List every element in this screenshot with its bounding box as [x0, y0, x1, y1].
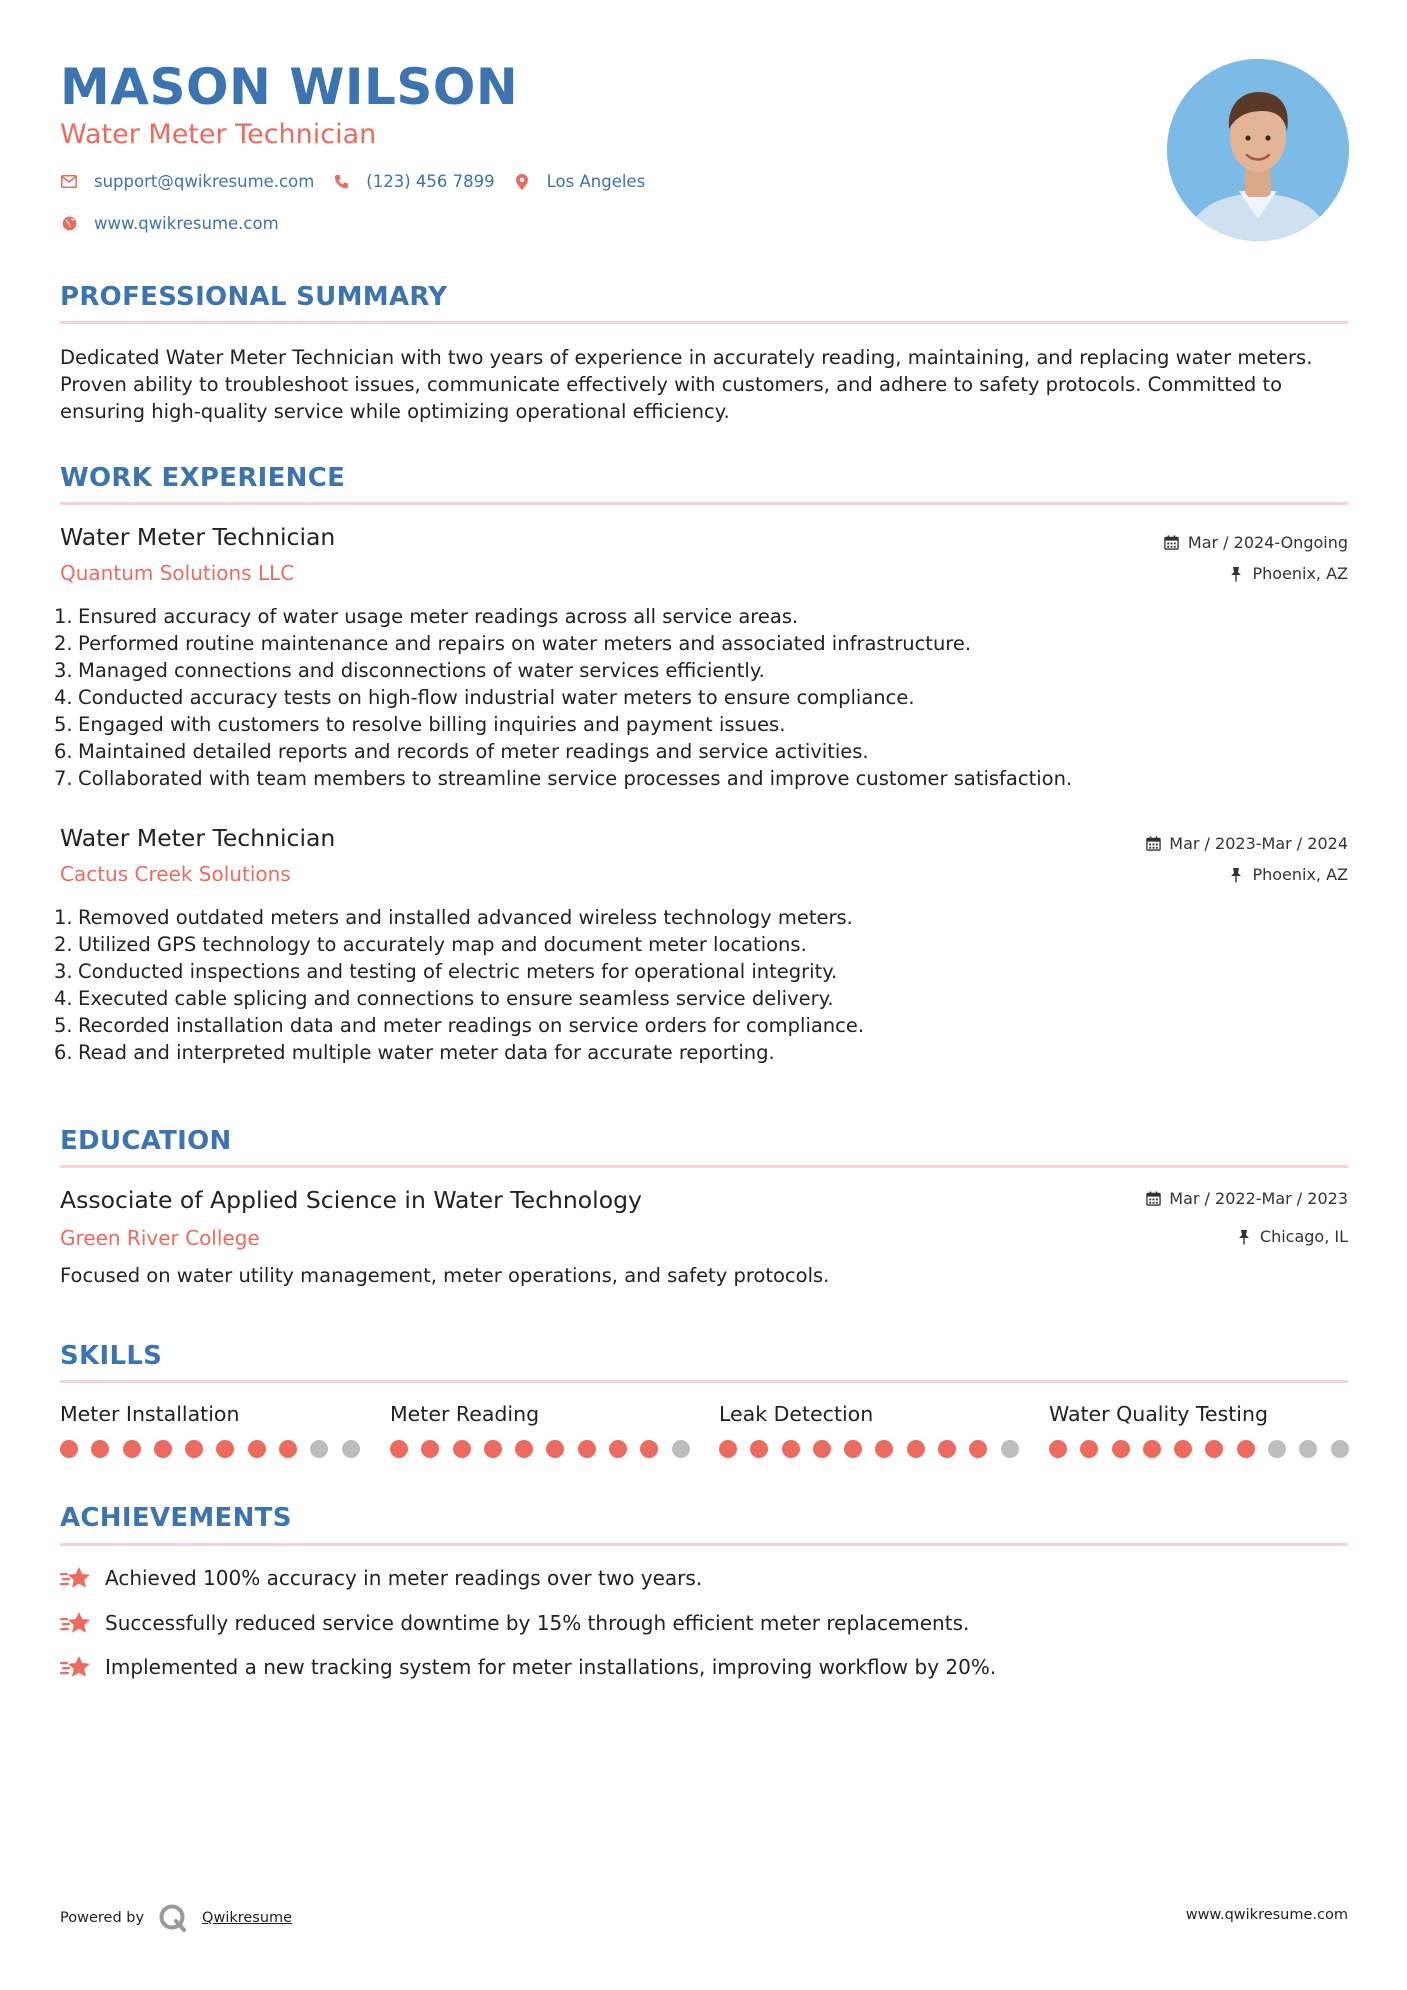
- contact-row-secondary: [60, 214, 297, 233]
- list-item: 4. Executed cable splicing and connections to ensure seamless service delivery.: [54, 987, 834, 1010]
- footer-powered-by: [60, 1903, 292, 1933]
- rating-dot-filled: [640, 1440, 658, 1458]
- rating-dot-filled: [938, 1440, 956, 1458]
- website-link[interactable]: www.qwikresume.com: [94, 214, 279, 233]
- map-pin-icon: [513, 173, 531, 191]
- rating-dot-empty: [1001, 1440, 1019, 1458]
- pushpin-icon: [1228, 867, 1244, 883]
- skill-rating: [1049, 1440, 1362, 1458]
- achievement-item: [60, 1610, 969, 1636]
- job-date-text: Mar / 2023-Mar / 2024: [1169, 834, 1348, 853]
- list-item: 1. Ensured accuracy of water usage meter readings across all service areas.: [54, 605, 799, 628]
- rating-dot-filled: [484, 1440, 502, 1458]
- list-item: 1. Removed outdated meters and installed advanced wireless technology meters.: [54, 906, 853, 929]
- rating-dot-filled: [813, 1440, 831, 1458]
- rating-dot-filled: [907, 1440, 925, 1458]
- profile-photo: [1167, 59, 1349, 241]
- skill-name: Meter Reading: [390, 1402, 540, 1426]
- rating-dot-filled: [279, 1440, 297, 1458]
- calendar-icon: [1145, 836, 1161, 852]
- job-date-text: Mar / 2024-Ongoing: [1187, 533, 1348, 552]
- job-location-text: Phoenix, AZ: [1252, 865, 1348, 884]
- rating-dot-filled: [609, 1440, 627, 1458]
- section-title-summary: PROFESSIONAL SUMMARY: [60, 282, 448, 312]
- star-achievement-icon: [60, 1565, 92, 1591]
- star-achievement-icon: [60, 1610, 92, 1636]
- section-divider: [60, 1380, 1348, 1383]
- skill-rating: [390, 1440, 703, 1458]
- job-location: [1228, 564, 1348, 583]
- summary-text: Dedicated Water Meter Technician with two years of experience in accurately reading, maintaining, and replacing water meters. Proven ability to troubleshoot issues, communicate effectively with customers, and adhere to safety protocols. Committed to ensuring high-quality service while optimizing operational efficiency.: [60, 346, 1313, 423]
- email-link[interactable]: support@qwikresume.com: [94, 172, 315, 191]
- rating-dot-filled: [782, 1440, 800, 1458]
- job-company: Quantum Solutions LLC: [60, 561, 295, 585]
- rating-dot-filled: [1080, 1440, 1098, 1458]
- calendar-icon: [1164, 535, 1180, 551]
- section-title-achievements: ACHIEVEMENTS: [60, 1503, 292, 1533]
- rating-dot-filled: [719, 1440, 737, 1458]
- section-title-experience: WORK EXPERIENCE: [60, 463, 346, 493]
- rating-dot-filled: [1049, 1440, 1067, 1458]
- pushpin-icon: [1236, 1229, 1252, 1245]
- degree-title: Associate of Applied Science in Water Technology: [60, 1186, 642, 1214]
- job-location: [1228, 865, 1348, 884]
- job-bullets: [54, 603, 1254, 792]
- phone-icon: [332, 173, 350, 191]
- job-location-text: Phoenix, AZ: [1252, 564, 1348, 583]
- section-title-education: EDUCATION: [60, 1126, 232, 1156]
- job-company: Cactus Creek Solutions: [60, 862, 291, 886]
- rating-dot-filled: [248, 1440, 266, 1458]
- rating-dot-empty: [310, 1440, 328, 1458]
- powered-by-label: Powered by: [60, 1910, 145, 1926]
- job-title: Water Meter Technician: [60, 523, 336, 551]
- job-date: [1145, 834, 1348, 853]
- rating-dot-filled: [1143, 1440, 1161, 1458]
- rating-dot-empty: [1268, 1440, 1286, 1458]
- location-text: Los Angeles: [546, 172, 646, 191]
- achievement-text: Implemented a new tracking system for meter installations, improving workflow by 20%.: [105, 1655, 997, 1679]
- star-achievement-icon: [60, 1654, 92, 1680]
- candidate-title: Water Meter Technician: [60, 119, 377, 150]
- rating-dot-filled: [969, 1440, 987, 1458]
- qwikresume-logo: [158, 1903, 188, 1933]
- rating-dot-empty: [1331, 1440, 1349, 1458]
- list-item: 3. Managed connections and disconnections of water services efficiently.: [54, 659, 765, 682]
- skill-name: Leak Detection: [719, 1402, 874, 1426]
- phone-number[interactable]: (123) 456 7899: [366, 172, 495, 191]
- rating-dot-filled: [91, 1440, 109, 1458]
- rating-dot-filled: [750, 1440, 768, 1458]
- rating-dot-filled: [185, 1440, 203, 1458]
- section-divider: [60, 1543, 1348, 1546]
- list-item: 6. Read and interpreted multiple water meter data for accurate reporting.: [54, 1041, 775, 1064]
- rating-dot-filled: [1174, 1440, 1192, 1458]
- rating-dot-filled: [1205, 1440, 1223, 1458]
- footer-website[interactable]: www.qwikresume.com: [1185, 1907, 1348, 1923]
- rating-dot-filled: [216, 1440, 234, 1458]
- rating-dot-filled: [154, 1440, 172, 1458]
- skill-rating: [60, 1440, 373, 1458]
- list-item: 7. Collaborated with team members to streamline service processes and improve customer satisfaction.: [54, 767, 1073, 790]
- job-bullets: [54, 904, 1254, 1066]
- education-date-text: Mar / 2022-Mar / 2023: [1169, 1189, 1348, 1208]
- job-title: Water Meter Technician: [60, 824, 336, 852]
- school-name: Green River College: [60, 1226, 260, 1250]
- section-title-skills: SKILLS: [60, 1341, 163, 1371]
- achievement-item: [60, 1565, 702, 1591]
- rating-dot-empty: [1299, 1440, 1317, 1458]
- rating-dot-filled: [390, 1440, 408, 1458]
- rating-dot-filled: [123, 1440, 141, 1458]
- rating-dot-filled: [515, 1440, 533, 1458]
- rating-dot-filled: [1237, 1440, 1255, 1458]
- education-location: [1236, 1227, 1348, 1246]
- rating-dot-filled: [60, 1440, 78, 1458]
- rating-dot-filled: [453, 1440, 471, 1458]
- rating-dot-filled: [875, 1440, 893, 1458]
- brand-link[interactable]: Qwikresume: [202, 1910, 293, 1926]
- envelope-icon: [60, 173, 78, 191]
- candidate-name: MASON WILSON: [60, 58, 519, 116]
- rating-dot-filled: [844, 1440, 862, 1458]
- globe-icon: [60, 215, 78, 233]
- section-divider: [60, 1165, 1348, 1168]
- pushpin-icon: [1228, 566, 1244, 582]
- calendar-icon: [1145, 1191, 1161, 1207]
- rating-dot-filled: [421, 1440, 439, 1458]
- list-item: 6. Maintained detailed reports and records of meter readings and service activities.: [54, 740, 869, 763]
- section-divider: [60, 502, 1348, 505]
- skill-rating: [719, 1440, 1032, 1458]
- list-item: 2. Utilized GPS technology to accurately map and document meter locations.: [54, 933, 807, 956]
- rating-dot-filled: [578, 1440, 596, 1458]
- list-item: 3. Conducted inspections and testing of electric meters for operational integrity.: [54, 960, 838, 983]
- rating-dot-empty: [672, 1440, 690, 1458]
- skill-name: Water Quality Testing: [1049, 1402, 1268, 1426]
- list-item: 5. Recorded installation data and meter readings on service orders for compliance.: [54, 1014, 865, 1037]
- education-location-text: Chicago, IL: [1259, 1227, 1348, 1246]
- list-item: 2. Performed routine maintenance and repairs on water meters and associated infrastructure.: [54, 632, 972, 655]
- achievement-text: Successfully reduced service downtime by 15% through efficient meter replacements.: [105, 1611, 970, 1635]
- achievement-item: [60, 1654, 996, 1680]
- rating-dot-filled: [546, 1440, 564, 1458]
- rating-dot-filled: [1112, 1440, 1130, 1458]
- contact-row-primary: [60, 172, 663, 191]
- achievement-text: Achieved 100% accuracy in meter readings over two years.: [105, 1566, 703, 1590]
- list-item: 5. Engaged with customers to resolve billing inquiries and payment issues.: [54, 713, 786, 736]
- education-date: [1145, 1189, 1348, 1208]
- education-description: Focused on water utility management, meter operations, and safety protocols.: [60, 1264, 830, 1287]
- list-item: 4. Conducted accuracy tests on high-flow industrial water meters to ensure compliance.: [54, 686, 915, 709]
- rating-dot-empty: [342, 1440, 360, 1458]
- section-divider: [60, 321, 1348, 324]
- skill-name: Meter Installation: [60, 1402, 240, 1426]
- job-date: [1164, 533, 1348, 552]
